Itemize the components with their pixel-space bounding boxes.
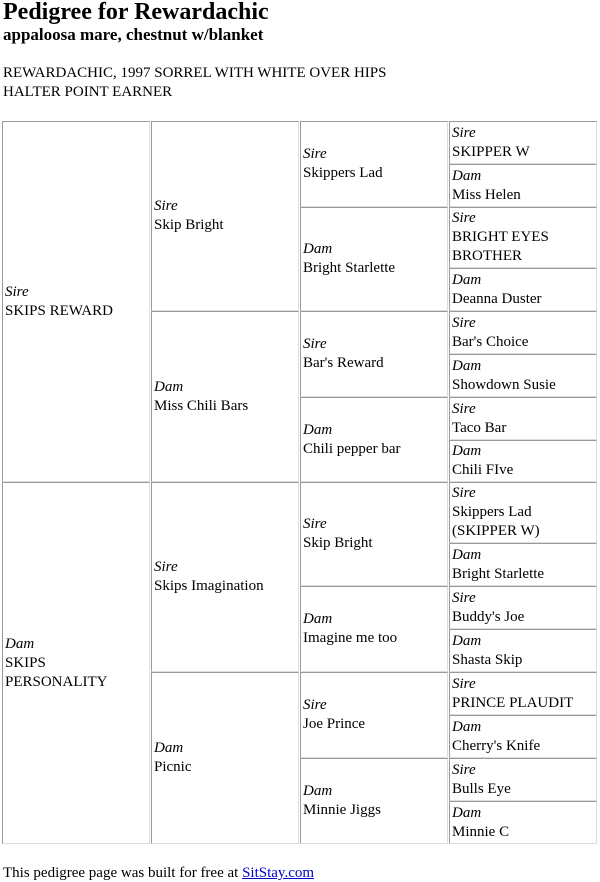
ancestor-cell	[300, 207, 448, 311]
role-label: Sire	[452, 210, 476, 226]
role-label: Sire	[303, 697, 327, 713]
page-footer	[3, 864, 314, 882]
horse-name: Miss Helen	[452, 186, 521, 203]
ancestor-cell	[449, 543, 597, 586]
role-label: Dam	[303, 421, 333, 438]
horse-name: BRIGHT EYES BROTHER	[452, 229, 549, 264]
horse-name: Taco Bar	[452, 419, 507, 436]
role-label: Dam	[452, 546, 482, 563]
horse-name: SKIPS PERSONALITY	[5, 654, 108, 690]
role-label: Sire	[452, 675, 476, 692]
role-label: Dam	[303, 611, 333, 627]
horse-name: Cherry's Knife	[452, 737, 541, 754]
role-label: Sire	[303, 516, 327, 532]
role-label: Dam	[303, 241, 333, 257]
horse-name: Bar's Choice	[452, 333, 529, 350]
ancestor-cell	[449, 397, 597, 440]
role-label: Dam	[154, 740, 184, 756]
ancestor-cell	[449, 586, 597, 629]
ancestor-cell	[300, 586, 448, 672]
dam-cell	[2, 482, 150, 844]
info-line-2: HALTER POINT EARNER	[3, 84, 173, 100]
role-label: Sire	[303, 336, 327, 352]
horse-name: Chili pepper bar	[303, 440, 401, 457]
sire-cell	[2, 121, 150, 482]
ancestor-cell	[300, 482, 448, 586]
role-label: Dam	[452, 271, 482, 288]
horse-name: Joe Prince	[303, 716, 366, 732]
horse-name: PRINCE PLAUDIT	[452, 694, 574, 711]
dam-dam-cell	[151, 672, 299, 844]
ancestor-cell	[300, 758, 448, 844]
ancestor-cell	[449, 354, 597, 397]
role-label: Sire	[452, 124, 476, 141]
page-title: Pedigree for Rewardachic	[3, 0, 269, 25]
sire-sire-cell	[151, 121, 299, 311]
horse-name: Showdown Susie	[452, 376, 556, 393]
ancestor-cell	[449, 440, 597, 482]
horse-name: Shasta Skip	[452, 651, 523, 668]
horse-name: Skippers Lad (SKIPPER W)	[452, 504, 540, 539]
horse-name: Picnic	[154, 759, 192, 775]
ancestor-cell	[449, 801, 597, 844]
role-label: Sire	[154, 198, 178, 214]
dam-sire-cell	[151, 482, 299, 672]
horse-name: Bulls Eye	[452, 780, 511, 797]
role-label: Sire	[452, 589, 476, 606]
ancestor-cell	[449, 482, 597, 543]
role-label: Dam	[303, 783, 333, 799]
role-label: Sire	[452, 400, 476, 417]
ancestor-cell	[449, 268, 597, 311]
role-label: Dam	[452, 804, 482, 821]
ancestor-cell	[300, 121, 448, 207]
horse-name: Skips Imagination	[154, 578, 264, 594]
horse-name: Buddy's Joe	[452, 608, 525, 625]
horse-name: Deanna Duster	[452, 290, 542, 307]
role-label: Dam	[5, 635, 35, 652]
ancestor-cell	[300, 672, 448, 758]
sitstay-link[interactable]: SitStay.com	[242, 865, 315, 881]
role-label: Dam	[452, 632, 482, 649]
role-label: Dam	[452, 167, 482, 184]
horse-info	[3, 64, 386, 102]
role-label: Sire	[452, 314, 476, 331]
horse-name: Bright Starlette	[303, 260, 396, 276]
role-label: Sire	[5, 283, 29, 300]
sire-dam-cell	[151, 311, 299, 482]
info-line-1: REWARDACHIC, 1997 SORREL WITH WHITE OVER HIPS	[3, 65, 387, 81]
role-label: Dam	[452, 357, 482, 374]
role-label: Sire	[154, 559, 178, 575]
horse-name: Chili FIve	[452, 462, 514, 478]
horse-name: SKIPS REWARD	[5, 302, 113, 319]
horse-name: SKIPPER W	[452, 143, 530, 160]
ancestor-cell	[300, 311, 448, 397]
horse-name: Miss Chili Bars	[154, 397, 249, 414]
horse-name: Skippers Lad	[303, 165, 383, 181]
horse-name: Bright Starlette	[452, 565, 545, 582]
ancestor-cell	[449, 758, 597, 801]
role-label: Sire	[303, 146, 327, 162]
horse-name: Skip Bright	[154, 217, 224, 233]
page-subtitle: appaloosa mare, chestnut w/blanket	[3, 25, 264, 44]
ancestor-cell	[300, 397, 448, 482]
ancestor-cell	[449, 121, 597, 164]
horse-name: Minnie C	[452, 823, 510, 840]
ancestor-cell	[449, 715, 597, 758]
ancestor-cell	[449, 207, 597, 268]
ancestor-cell	[449, 672, 597, 715]
role-label: Dam	[154, 378, 184, 395]
horse-name: Minnie Jiggs	[303, 802, 381, 818]
horse-name: Skip Bright	[303, 535, 373, 551]
role-label: Sire	[452, 761, 476, 778]
role-label: Dam	[452, 443, 482, 459]
role-label: Dam	[452, 718, 482, 735]
footer-text: This pedigree page was built for free at	[3, 865, 243, 881]
role-label: Sire	[452, 485, 476, 501]
horse-name: Imagine me too	[303, 630, 398, 646]
ancestor-cell	[449, 311, 597, 354]
ancestor-cell	[449, 629, 597, 672]
horse-name: Bar's Reward	[303, 355, 384, 371]
page-header	[3, 0, 269, 44]
ancestor-cell	[449, 164, 597, 207]
